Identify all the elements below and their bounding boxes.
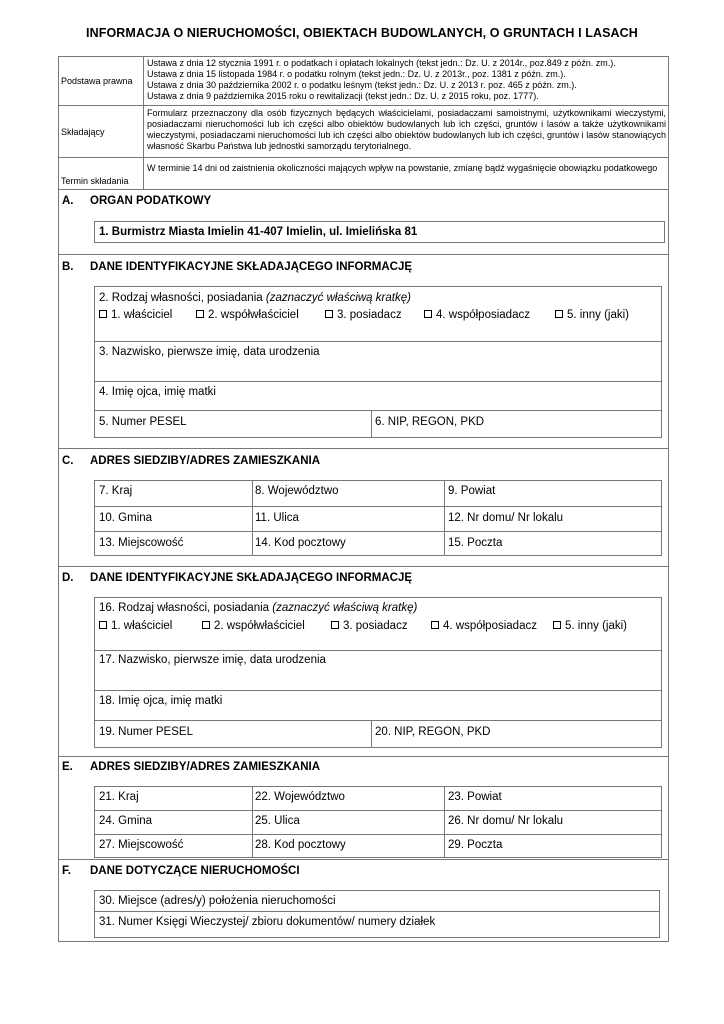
checkbox-co-possessor[interactable] [424, 309, 530, 321]
legal-basis-row [58, 56, 669, 106]
divider [252, 480, 253, 556]
section-title: DANE DOTYCZĄCE NIERUCHOMOŚCI [90, 864, 300, 877]
street-field[interactable]: 25. Ulica [255, 815, 300, 827]
checkbox-label: 5. inny (jaki) [565, 620, 627, 632]
filer-text: Formularz przeznaczony dla osób fizycznych będących właścicielami, posiadaczami samoistnymi, użytkownikami wieczystymi, posiadaczami nieruchomości lub ich części albo obiektów budowlanych lub ich części, gruntów i lasów a także użytkownikami wieczystymi, posiadaczami nieruchomości lub ich części albo obiektów budowlanych lub ich części, gruntów i lasów stanowiących własność Skarbu Państwa lub jednostki samorządu terytorialnego. [147, 108, 666, 151]
checkbox-square [431, 621, 439, 629]
tax-authority-text: 1. Burmistrz Miasta Imielin 41-407 Imielin, ul. Imielińska 81 [99, 226, 418, 238]
deadline-text: W terminie 14 dni od zaistnienia okoliczności mających wpływ na powstanie, zmianę bądź wygaśnięcie obowiązku podatkowego [147, 163, 658, 173]
checkbox-co-owner[interactable] [196, 309, 299, 321]
house-number-field[interactable]: 26. Nr domu/ Nr lokalu [448, 815, 564, 827]
voivodeship-field[interactable]: 22. Województwo [255, 791, 345, 803]
section-letter: A. [62, 194, 74, 207]
checkbox-other[interactable] [553, 620, 627, 632]
post-office-field[interactable]: 29. Poczta [448, 839, 503, 851]
section-letter: D. [62, 571, 74, 584]
deadline-label-text: Termin składania [61, 176, 129, 186]
section-b-header [58, 255, 669, 278]
section-letter: C. [62, 454, 74, 467]
pesel-field[interactable]: 19. Numer PESEL [99, 726, 193, 738]
section-c-header [58, 449, 669, 472]
divider [371, 410, 372, 438]
section-letter: B. [62, 260, 74, 273]
deadline-label [58, 158, 144, 189]
legal-basis-line: Ustawa z dnia 30 października 2002 r. o podatku leśnym (tekst jedn.: Dz. U. z 2013 r. poz. 465 z późn. zm.). [147, 80, 577, 90]
filer-label [58, 106, 144, 157]
ownership-type-hint: (zaznaczyć właściwą kratkę) [272, 602, 418, 614]
checkbox-square [325, 310, 333, 318]
divider [371, 720, 372, 748]
checkbox-label: 2. współwłaściciel [214, 620, 305, 632]
section-title: ADRES SIEDZIBY/ADRES ZAMIESZKANIA [90, 454, 321, 467]
divider [94, 690, 662, 691]
checkbox-possessor[interactable] [331, 620, 408, 632]
form-title: INFORMACJA O NIERUCHOMOŚCI, OBIEKTACH BUDOWLANYCH, O GRUNTACH I LASACH [86, 26, 638, 40]
tax-authority-field[interactable] [94, 221, 665, 243]
section-letter: E. [62, 760, 73, 773]
filer-row [58, 106, 669, 158]
legal-basis-label [58, 56, 144, 105]
street-field[interactable]: 11. Ulica [255, 512, 299, 524]
section-title: DANE IDENTYFIKACYJNE SKŁADAJĄCEGO INFORMACJĘ [90, 260, 413, 273]
checkbox-co-owner[interactable] [202, 620, 305, 632]
checkbox-possessor[interactable] [325, 309, 402, 321]
ownership-type-label-text: 2. Rodzaj własności, posiadania [99, 292, 266, 304]
divider [444, 480, 445, 556]
name-birthdate-field[interactable]: 17. Nazwisko, pierwsze imię, data urodzenia [99, 654, 326, 666]
pesel-field[interactable]: 5. Numer PESEL [99, 416, 187, 428]
county-field[interactable]: 23. Powiat [448, 791, 502, 803]
parents-names-field[interactable]: 18. Imię ojca, imię matki [99, 695, 223, 707]
section-a-header [58, 189, 669, 212]
nip-regon-field[interactable]: 20. NIP, REGON, PKD [375, 726, 491, 738]
divider [94, 410, 662, 411]
postal-code-field[interactable]: 28. Kod pocztowy [255, 839, 346, 851]
parents-names-field[interactable]: 4. Imię ojca, imię matki [99, 386, 216, 398]
nip-regon-field[interactable]: 6. NIP, REGON, PKD [375, 416, 485, 428]
section-e-header [58, 755, 669, 778]
country-field[interactable]: 7. Kraj [99, 485, 133, 497]
land-register-field[interactable]: 31. Numer Księgi Wieczystej/ zbioru dokumentów/ numery działek [99, 916, 436, 928]
checkbox-label: 4. współposiadacz [443, 620, 537, 632]
divider [94, 911, 660, 912]
section-title: ADRES SIEDZIBY/ADRES ZAMIESZKANIA [90, 760, 321, 773]
ownership-type-hint: (zaznaczyć właściwą kratkę) [265, 292, 411, 304]
deadline-row [58, 158, 669, 190]
section-d-header [58, 566, 669, 589]
legal-basis-line: Ustawa z dnia 9 października 2015 roku o rewitalizacji (tekst jedn.: Dz. U. z 2015 roku, poz. 1777). [147, 91, 539, 101]
checkbox-label: 3. posiadacz [343, 620, 408, 632]
checkbox-label: 5. inny (jaki) [567, 309, 629, 321]
legal-basis-label-text: Podstawa prawna [61, 75, 133, 86]
checkbox-other[interactable] [555, 309, 629, 321]
checkbox-owner[interactable] [99, 620, 172, 632]
section-letter: F. [62, 864, 71, 877]
legal-basis-line: Ustawa z dnia 15 listopada 1984 r. o podatku rolnym (tekst jedn.: Dz. U. z 2013r., poz. 1381 z późn. zm.). [147, 69, 566, 79]
checkbox-square [196, 310, 204, 318]
checkbox-square [553, 621, 561, 629]
section-title: ORGAN PODATKOWY [90, 194, 212, 207]
checkbox-owner[interactable] [99, 309, 172, 321]
divider [444, 786, 445, 858]
county-field[interactable]: 9. Powiat [448, 485, 496, 497]
checkbox-label: 4. współposiadacz [436, 309, 530, 321]
divider [94, 834, 662, 835]
locality-field[interactable]: 27. Miejscowość [99, 839, 184, 851]
legal-basis-line: Ustawa z dnia 12 stycznia 1991 r. o podatkach i opłatach lokalnych (tekst jedn.: Dz. U. z 2014r., poz.849 z późn. zm.). [147, 58, 616, 68]
checkbox-square [202, 621, 210, 629]
divider [94, 381, 662, 382]
ownership-type-label [99, 602, 417, 614]
divider [94, 531, 662, 532]
locality-field[interactable]: 13. Miejscowość [99, 537, 184, 549]
checkbox-square [555, 310, 563, 318]
country-field[interactable]: 21. Kraj [99, 791, 139, 803]
checkbox-label: 3. posiadacz [337, 309, 402, 321]
checkbox-square [331, 621, 339, 629]
divider [94, 810, 662, 811]
checkbox-label: 2. współwłaściciel [208, 309, 299, 321]
legal-basis-text [144, 56, 669, 105]
section-f-header [58, 859, 669, 882]
divider [94, 341, 662, 342]
checkbox-square [424, 310, 432, 318]
commune-field[interactable]: 10. Gmina [99, 512, 153, 524]
name-birthdate-field[interactable]: 3. Nazwisko, pierwsze imię, data urodzenia [99, 346, 320, 358]
commune-field[interactable]: 24. Gmina [99, 815, 153, 827]
postal-code-field[interactable]: 14. Kod pocztowy [255, 537, 346, 549]
checkbox-square [99, 310, 107, 318]
ownership-type-label [99, 292, 411, 304]
ownership-type-label-text: 16. Rodzaj własności, posiadania [99, 602, 273, 614]
divider [94, 506, 662, 507]
post-office-field[interactable]: 15. Poczta [448, 537, 503, 549]
voivodeship-field[interactable]: 8. Województwo [255, 485, 339, 497]
divider [94, 650, 662, 651]
checkbox-label: 1. właściciel [111, 620, 173, 632]
filer-label-text: Składający [61, 126, 105, 137]
checkbox-square [99, 621, 107, 629]
checkbox-label: 1. właściciel [111, 309, 173, 321]
divider [94, 720, 662, 721]
divider [252, 786, 253, 858]
house-number-field[interactable]: 12. Nr domu/ Nr lokalu [448, 512, 564, 524]
checkbox-co-possessor[interactable] [431, 620, 537, 632]
property-location-field[interactable]: 30. Miejsce (adres/y) położenia nieruchomości [99, 895, 336, 907]
section-title: DANE IDENTYFIKACYJNE SKŁADAJĄCEGO INFORMACJĘ [90, 571, 413, 584]
